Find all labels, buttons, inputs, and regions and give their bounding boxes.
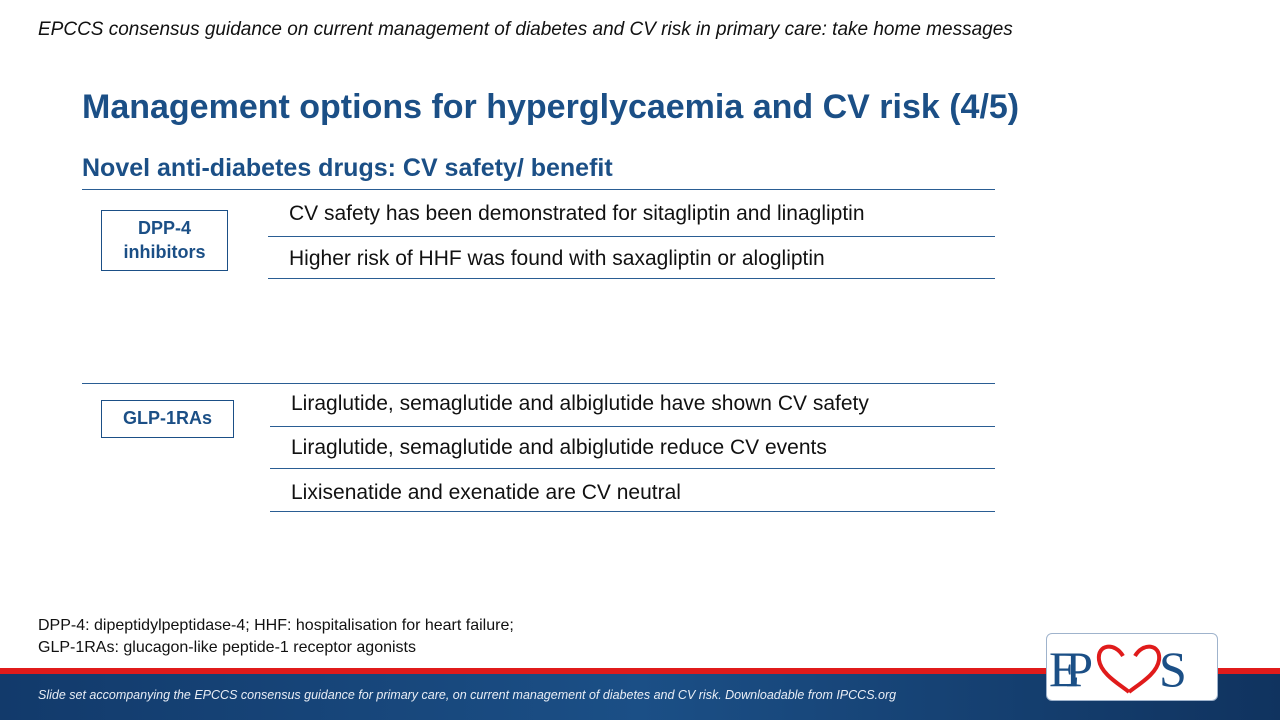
epccs-logo-mark xyxy=(1047,634,1217,700)
divider xyxy=(270,426,995,427)
divider xyxy=(268,278,995,279)
footnote-line: GLP-1RAs: glucagon-like peptide-1 receptor agonists xyxy=(38,639,416,656)
section-label-dpp4: DPP-4 inhibitors xyxy=(101,210,228,271)
divider xyxy=(268,236,995,237)
divider xyxy=(270,511,995,512)
row-text: CV safety has been demonstrated for sitagliptin and linagliptin xyxy=(289,202,865,225)
row-text: Lixisenatide and exenatide are CV neutral xyxy=(291,481,681,504)
row-text: Liraglutide, semaglutide and albiglutide reduce CV events xyxy=(291,436,827,459)
section-label-glp1ras: GLP-1RAs xyxy=(101,400,234,438)
header-note: EPCCS consensus guidance on current management of diabetes and CV risk in primary care: take home messages xyxy=(38,19,1013,40)
svg-text:EP: EP xyxy=(1049,641,1093,697)
slide-title: Management options for hyperglycaemia and CV risk (4/5) xyxy=(82,88,1020,126)
divider xyxy=(82,383,995,384)
row-text: Liraglutide, semaglutide and albiglutide have shown CV safety xyxy=(291,392,869,415)
footer-text: Slide set accompanying the EPCCS consensus guidance for primary care, on current management of diabetes and CV risk. Downloadable from IPCCS.org xyxy=(38,688,897,702)
svg-text:S: S xyxy=(1159,641,1187,697)
divider xyxy=(270,468,995,469)
divider xyxy=(82,189,995,190)
slide-subtitle: Novel anti-diabetes drugs: CV safety/ benefit xyxy=(82,154,613,182)
footnote-line: DPP-4: dipeptidylpeptidase-4; HHF: hospitalisation for heart failure; xyxy=(38,617,514,634)
epccs-logo xyxy=(1046,633,1218,701)
row-text: Higher risk of HHF was found with saxagliptin or alogliptin xyxy=(289,247,825,270)
